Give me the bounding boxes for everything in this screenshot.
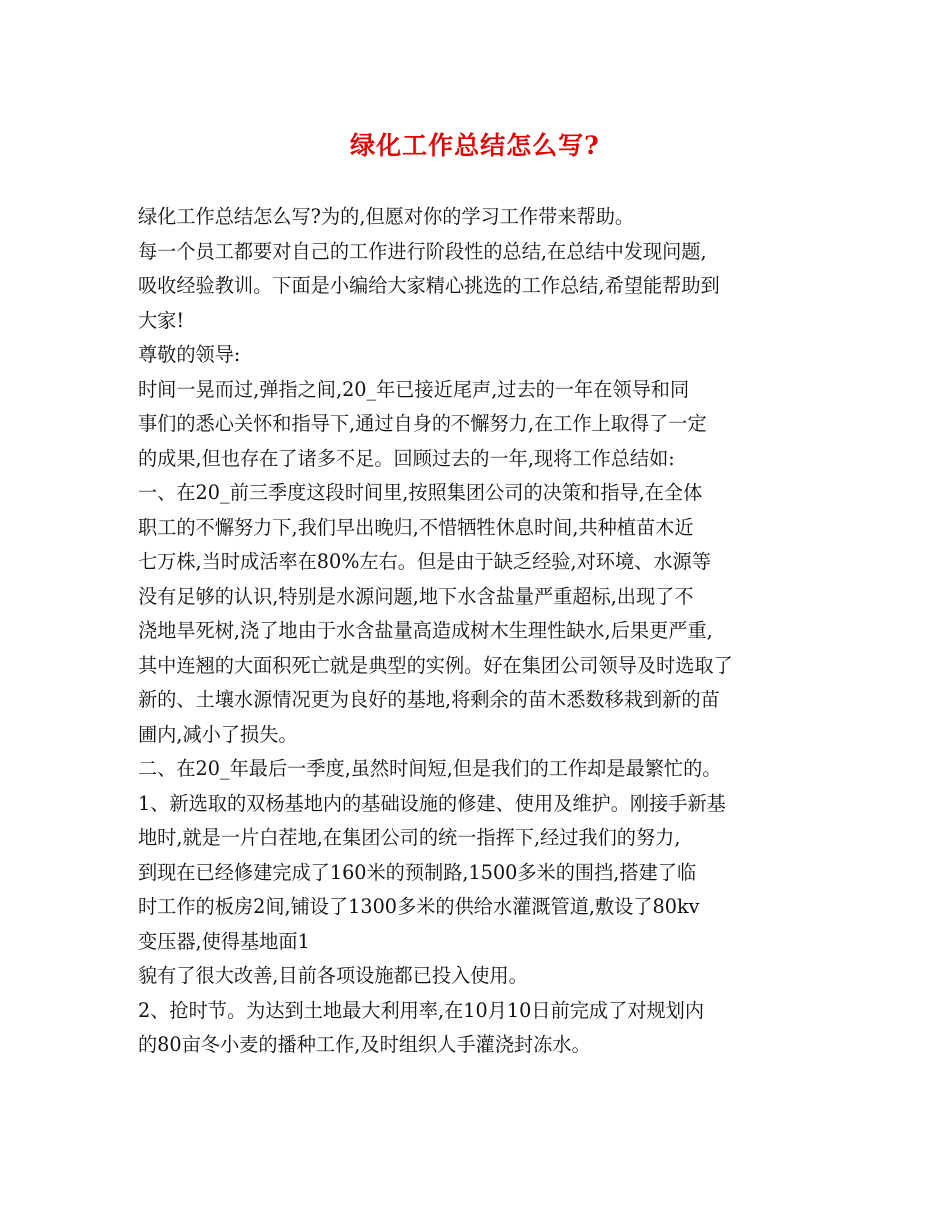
text-line: 变压器,使得基地面1 xyxy=(138,929,310,953)
text-line: 七万株,当时成活率在80%左右。但是由于缺乏经验,对环境、水源等 xyxy=(138,550,711,573)
text-line: 其中连翘的大面积死亡就是典型的实例。好在集团公司领导及时选取了 xyxy=(138,653,733,677)
text-line: 2、抢时节。为达到土地最大利用率,在10月10日前完成了对规划内 xyxy=(138,998,705,1022)
text-line: 地时,就是一片白茬地,在集团公司的统一指挥下,经过我们的努力, xyxy=(138,826,681,849)
text-line: 大家! xyxy=(138,308,185,332)
text-line: 绿化工作总结怎么写?为的,但愿对你的学习工作带来帮助。 xyxy=(138,205,635,228)
text-line: 一、在20_前三季度这段时间里,按照集团公司的决策和指导,在全体 xyxy=(138,481,703,504)
text-line: 貌有了很大改善,目前各项设施都已投入使用。 xyxy=(138,964,528,987)
text-line: 职工的不懈努力下,我们早出晚归,不惜牺牲休息时间,共种植苗木近 xyxy=(138,515,694,539)
text-line: 的80亩冬小麦的播种工作,及时组织人手灌浇封冻水。 xyxy=(138,1033,591,1056)
document-body xyxy=(138,200,828,1063)
text-line: 二、在20_年最后一季度,虽然时间短,但是我们的工作却是最繁忙的。 xyxy=(138,757,722,780)
text-line: 新的、土壤水源情况更为良好的基地,将剩余的苗木悉数移栽到新的苗 xyxy=(138,688,720,711)
text-line: 时间一晃而过,弹指之间,20_年已接近尾声,过去的一年在领导和同 xyxy=(138,377,690,401)
text-line: 吸收经验教训。下面是小编给大家精心挑选的工作总结,希望能帮助到 xyxy=(138,274,720,297)
text-line: 没有足够的认识,特别是水源问题,地下水含盐量严重超标,出现了不 xyxy=(138,584,694,608)
text-line: 圃内,减小了损失。 xyxy=(138,722,298,746)
text-line: 的成果,但也存在了诸多不足。回顾过去的一年,现将工作总结如: xyxy=(138,446,675,470)
text-line: 1、新选取的双杨基地内的基础设施的修建、使用及维护。刚接手新基 xyxy=(138,791,726,815)
document-title: 绿化工作总结怎么写? xyxy=(350,131,600,160)
text-line: 浇地旱死树,浇了地由于水含盐量高造成树木生理性缺水,后果更严重, xyxy=(138,619,713,642)
text-line: 尊敬的领导: xyxy=(138,343,241,366)
text-line: 每一个员工都要对自己的工作进行阶段性的总结,在总结中发现问题, xyxy=(138,239,707,263)
text-line: 时工作的板房2间,铺设了1300多米的供给水灌溉管道,敷设了80kv xyxy=(138,895,700,918)
text-line: 到现在已经修建完成了160米的预制路,1500多米的围挡,搭建了临 xyxy=(138,860,697,884)
text-line: 事们的悉心关怀和指导下,通过自身的不懈努力,在工作上取得了一定 xyxy=(138,412,707,435)
